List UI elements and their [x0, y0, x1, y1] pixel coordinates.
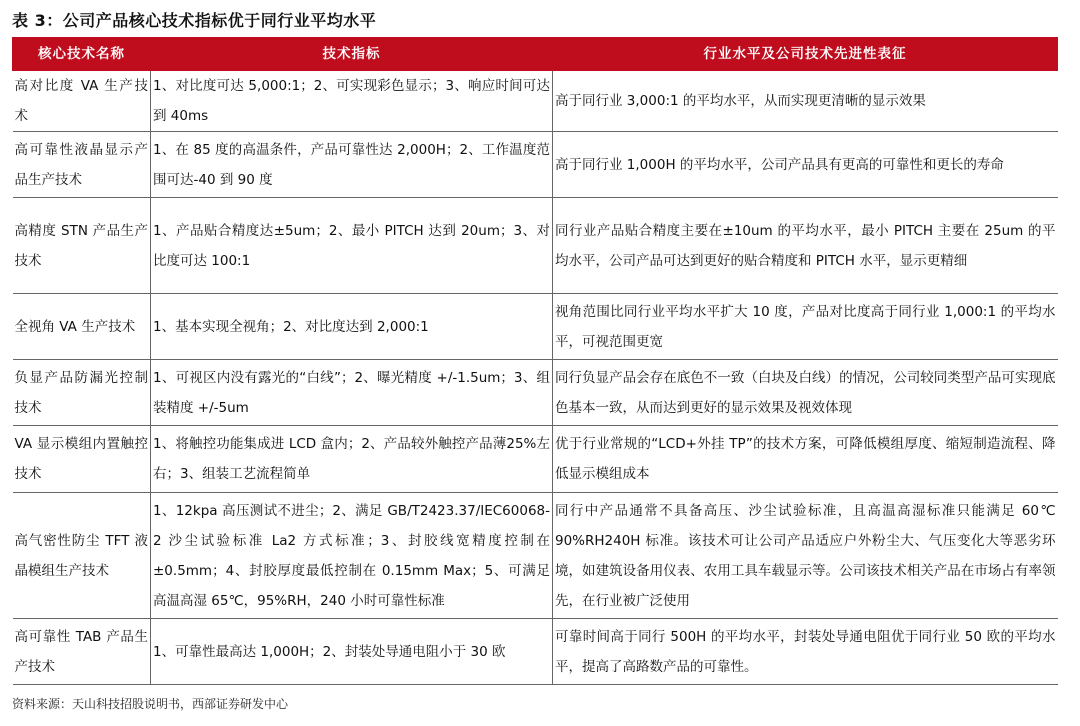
- industry-level-cell: 同行中产品通常不具备高压、沙尘试验标准，且高温高湿标准只能满足 60℃ 90%RH240H 标准。该技术可让公司产品适应户外粉尘大、气压变化大等恶劣环境，如建筑设备用仪表、农用工具车载显示等。公司该技术相关产品在市场占有率领先，在行业被广泛使用: [553, 493, 1058, 619]
- tech-spec-cell: 1、将触控功能集成进 LCD 盒内；2、产品较外触控产品薄25%左右；3、组装工艺流程简单: [151, 426, 553, 493]
- tech-name-cell: 高可靠性液晶显示产品生产技术: [13, 132, 151, 198]
- table-row: [13, 619, 1058, 685]
- tech-name-cell: 全视角 VA 生产技术: [13, 294, 151, 360]
- table-row: [13, 360, 1058, 426]
- industry-level-cell: 同行负显产品会存在底色不一致（白块及白线）的情况，公司较同类型产品可实现底色基本一致，从而达到更好的显示效果及视效体现: [553, 360, 1058, 426]
- industry-level-cell: 优于行业常规的“LCD+外挂 TP”的技术方案，可降低模组厚度、缩短制造流程、降低显示模组成本: [553, 426, 1058, 493]
- tech-spec-cell: 1、在 85 度的高温条件，产品可靠性达 2,000H；2、工作温度范围可达-40 到 90 度: [151, 132, 553, 198]
- tech-name-cell: 高可靠性 TAB 产品生产技术: [13, 619, 151, 685]
- header-tech-spec: 技术指标: [151, 38, 553, 71]
- table-row: [13, 294, 1058, 360]
- header-industry-level: 行业水平及公司技术先进性表征: [553, 38, 1058, 71]
- industry-level-cell: 可靠时间高于同行 500H 的平均水平，封装处导通电阻优于同行业 50 欧的平均水平，提高了高路数产品的可靠性。: [553, 619, 1058, 685]
- tech-spec-cell: 1、对比度可达 5,000:1；2、可实现彩色显示；3、响应时间可达到 40ms: [151, 71, 553, 132]
- tech-spec-cell: 1、产品贴合精度达±5um；2、最小 PITCH 达到 20um；3、对比度可达 100:1: [151, 198, 553, 294]
- industry-level-cell: 同行业产品贴合精度主要在±10um 的平均水平，最小 PITCH 主要在 25um 的平均水平，公司产品可达到更好的贴合精度和 PITCH 水平，显示更精细: [553, 198, 1058, 294]
- table-row: [13, 132, 1058, 198]
- table-row: [13, 71, 1058, 132]
- table-row: [13, 426, 1058, 493]
- industry-level-cell: 视角范围比同行业平均水平扩大 10 度，产品对比度高于同行业 1,000:1 的平均水平，可视范围更宽: [553, 294, 1058, 360]
- tech-spec-cell: 1、可视区内没有露光的“白线”；2、曝光精度 +/-1.5um；3、组装精度 +/-5um: [151, 360, 553, 426]
- table-row: [13, 198, 1058, 294]
- industry-level-cell: 高于同行业 3,000:1 的平均水平，从而实现更清晰的显示效果: [553, 71, 1058, 132]
- header-tech-name: 核心技术名称: [13, 38, 151, 71]
- header-row: [13, 38, 1058, 71]
- table-row: [13, 493, 1058, 619]
- tech-name-cell: 高精度 STN 产品生产技术: [13, 198, 151, 294]
- tech-table: [12, 37, 1057, 685]
- tech-name-cell: 负显产品防漏光控制技术: [13, 360, 151, 426]
- tech-spec-cell: 1、12kpa 高压测试不进尘；2、满足 GB/T2423.37/IEC60068-2 沙尘试验标准 La2 方式标准；3、封胶线宽精度控制在±0.5mm；4、封胶厚度最低控制在 0.15mm Max；5、可满足高温高湿 65℃，95%RH，240 小时可靠性标准: [151, 493, 553, 619]
- tech-spec-cell: 1、基本实现全视角；2、对比度达到 2,000:1: [151, 294, 553, 360]
- tech-name-cell: 高气密性防尘 TFT 液晶模组生产技术: [13, 493, 151, 619]
- tech-name-cell: VA 显示模组内置触控技术: [13, 426, 151, 493]
- tech-spec-cell: 1、可靠性最高达 1,000H；2、封装处导通电阻小于 30 欧: [151, 619, 553, 685]
- table-title: 表 3：公司产品核心技术指标优于同行业平均水平: [12, 11, 377, 30]
- industry-level-cell: 高于同行业 1,000H 的平均水平，公司产品具有更高的可靠性和更长的寿命: [553, 132, 1058, 198]
- tech-name-cell: 高对比度 VA 生产技术: [13, 71, 151, 132]
- source-note: 资料来源：天山科技招股说明书，西部证券研发中心: [12, 697, 289, 711]
